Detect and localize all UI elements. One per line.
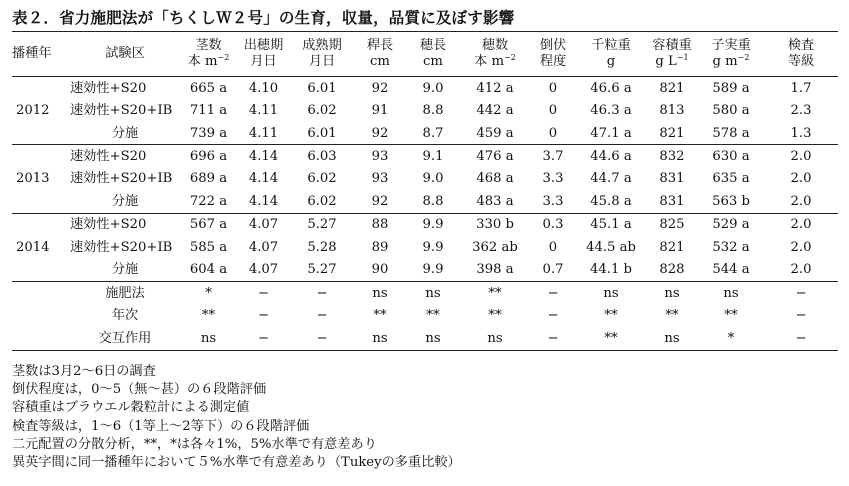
value-cell: 831 (646, 190, 698, 213)
value-cell: 4.14 (237, 190, 290, 213)
column-header (237, 32, 290, 77)
value-cell: 8.7 (406, 122, 460, 145)
significance-cell: − (237, 327, 290, 350)
column-header-label: 千粒重 (591, 37, 631, 53)
table-row (12, 145, 838, 168)
value-cell: 2.0 (790, 171, 812, 187)
significance-cell: − (257, 308, 270, 324)
column-header (576, 32, 646, 77)
significance-cell: ** (373, 308, 387, 324)
value-cell: 88 (371, 217, 389, 233)
column-header-unit-exponent: −2 (737, 53, 750, 62)
note-line: 二元配置の分散分析，**，*は各々1%，5%水準で有意差あり (12, 436, 377, 452)
value-cell: 0 (530, 122, 576, 145)
table-body (12, 77, 838, 351)
treatment-cell: 速効性+S20 (70, 80, 147, 96)
value-cell: 47.1 a (576, 122, 646, 145)
column-header-unit-text: 月日 (308, 54, 336, 69)
value-cell: 665 a (189, 80, 228, 96)
value-cell: 604 a (180, 259, 237, 282)
significance-cell: ns (425, 285, 441, 301)
table-row (12, 122, 838, 145)
treatment-cell: 速効性+S20+IB (70, 103, 173, 119)
note-line: 検査等級は，1〜6（1等上〜2等下）の６段階評価 (12, 418, 310, 434)
column-header (646, 32, 698, 77)
value-cell: 696 a (189, 148, 228, 164)
value-cell: 821 (659, 239, 685, 255)
value-cell: 722 a (180, 190, 237, 213)
table-row (12, 168, 838, 191)
value-cell: 4.11 (237, 122, 290, 145)
value-cell: 5.27 (290, 259, 354, 282)
value-cell: 44.1 b (576, 259, 646, 282)
value-cell: 9.0 (422, 80, 444, 96)
value-cell: 2.0 (764, 259, 838, 282)
column-header-unit-exponent: −2 (504, 53, 516, 62)
treatment-cell: 速効性+S20 (70, 217, 147, 233)
column-header-label: 成熟期 (302, 37, 342, 53)
significance-cell: * (205, 285, 212, 301)
value-cell: 45.8 a (576, 190, 646, 213)
treatment-cell: 速効性+S20+IB (70, 171, 173, 187)
value-cell: 4.07 (248, 239, 279, 255)
value-cell: 459 a (460, 122, 530, 145)
value-cell: 90 (354, 259, 406, 282)
column-header (290, 32, 354, 77)
value-cell: 6.02 (307, 171, 337, 187)
value-cell: 362 ab (472, 239, 518, 255)
column-header (354, 32, 406, 77)
value-cell: 8.8 (406, 190, 460, 213)
column-header-unit-text: 等級 (787, 54, 815, 69)
table-row (12, 259, 838, 282)
column-header-unit-text: g m (712, 54, 738, 69)
significance-cell: − (316, 308, 328, 324)
value-cell: 529 a (712, 217, 750, 233)
column-header-label: 穂数 (481, 37, 509, 53)
value-cell: 46.6 a (590, 80, 632, 96)
significance-cell: − (547, 308, 559, 324)
value-cell: 6.02 (307, 103, 337, 119)
value-cell: 442 a (476, 103, 514, 119)
significance-cell: − (257, 285, 270, 301)
column-header-label: 試験区 (105, 45, 145, 61)
column-header-unit (460, 54, 530, 71)
year-cell (12, 145, 70, 168)
column-header-unit (354, 54, 406, 71)
treatment-cell: 分施 (70, 190, 180, 213)
column-header-label: 子実重 (711, 37, 751, 53)
empty-cell (12, 282, 70, 305)
value-cell: 5.27 (307, 217, 337, 233)
year-cell: 2012 (16, 103, 50, 119)
significance-cell: ** (488, 308, 502, 324)
value-cell: 739 a (180, 122, 237, 145)
value-cell: 825 (659, 217, 685, 233)
column-header-unit-text: 月日 (250, 54, 277, 69)
value-cell: 2.3 (790, 103, 812, 119)
value-cell: 44.5 ab (586, 239, 636, 255)
value-cell: 630 a (712, 148, 750, 164)
column-header (406, 32, 460, 77)
column-header-unit-text: cm (423, 54, 443, 69)
column-header-label: 倒伏 (539, 37, 567, 53)
value-cell: 3.3 (542, 171, 564, 187)
value-cell: 93 (371, 148, 389, 164)
value-cell: 580 a (712, 103, 750, 119)
value-cell: 89 (371, 239, 389, 255)
note-line: 倒伏程度は，0〜5（無〜甚）の６段階評価 (12, 382, 267, 398)
table-row (12, 213, 838, 236)
significance-cell: − (290, 327, 354, 350)
table-title: 表２．省力施肥法が「ちくしＷ２号」の生育，収量，品質に及ぼす影響 (12, 9, 515, 27)
value-cell: 6.01 (290, 122, 354, 145)
column-header-unit-text: cm (370, 54, 390, 69)
significance-cell: − (530, 327, 576, 350)
treatment-cell: 分施 (70, 259, 180, 282)
value-cell: 1.3 (764, 122, 838, 145)
significance-cell: * (698, 327, 764, 350)
column-header-unit (646, 54, 698, 71)
value-cell: 3.7 (542, 148, 564, 164)
column-header-unit-exponent: −2 (217, 53, 230, 62)
column-header (70, 32, 180, 77)
significance-cell: ** (604, 308, 618, 324)
value-cell: 91 (371, 103, 389, 119)
value-cell: 711 a (189, 103, 228, 119)
value-cell: 2.0 (764, 190, 838, 213)
year-cell (12, 77, 70, 100)
value-cell: 45.1 a (590, 217, 632, 233)
value-cell: 9.0 (422, 171, 444, 187)
significance-cell: ns (603, 285, 619, 301)
value-cell: 46.3 a (590, 103, 632, 119)
column-header-unit-text: 程度 (539, 54, 567, 69)
year-cell (12, 190, 70, 213)
value-cell: 0 (548, 239, 558, 255)
value-cell: 813 (659, 103, 685, 119)
value-cell: 4.11 (248, 103, 279, 119)
note-line: 異英字間に同一播種年において５%水準で有意差あり（Tukeyの多重比較） (12, 455, 461, 471)
column-header-unit (530, 54, 576, 71)
anova-factor-cell: 交互作用 (70, 327, 180, 350)
significance-cell: ** (426, 308, 440, 324)
value-cell: 2.0 (790, 148, 812, 164)
value-cell: 4.14 (248, 148, 279, 164)
column-header-unit (406, 54, 460, 71)
year-cell: 2013 (16, 171, 50, 187)
year-cell (12, 259, 70, 282)
column-header-unit-exponent: −1 (676, 53, 689, 62)
value-cell: 0.3 (542, 217, 564, 233)
treatment-cell: 速効性+S20+IB (70, 239, 173, 255)
significance-cell: ns (180, 327, 237, 350)
value-cell: 6.03 (307, 148, 337, 164)
significance-cell: − (547, 285, 559, 301)
value-cell: 92 (354, 190, 406, 213)
column-header-label: 出穂期 (243, 37, 284, 53)
column-header-label: 穂長 (419, 37, 447, 53)
value-cell: 398 a (460, 259, 530, 282)
column-header-label: 検査 (787, 37, 815, 53)
year-cell: 2014 (16, 239, 50, 255)
value-cell: 578 a (698, 122, 764, 145)
anova-row (12, 327, 838, 350)
anova-factor-cell: 年次 (111, 308, 139, 324)
value-cell: 9.1 (422, 148, 444, 164)
results-table (12, 31, 838, 351)
column-header-unit (290, 54, 354, 71)
value-cell: 832 (659, 148, 685, 164)
column-header-unit-text: 本 m (187, 54, 218, 69)
table-row (12, 236, 838, 259)
value-cell: 4.14 (248, 171, 279, 187)
treatment-cell: 速効性+S20 (70, 148, 147, 164)
value-cell: 44.7 a (590, 171, 632, 187)
column-header-label: 容積重 (652, 37, 692, 53)
table-notes (12, 363, 461, 472)
value-cell: 5.28 (307, 239, 337, 255)
column-header (698, 32, 764, 77)
column-header-unit (698, 54, 764, 71)
empty-cell (12, 304, 70, 327)
significance-cell: ** (665, 308, 679, 324)
note-line: 茎数は3月2〜6日の調査 (12, 364, 156, 379)
significance-cell: − (764, 327, 838, 350)
treatment-cell: 分施 (70, 122, 180, 145)
column-header-label: 稈長 (366, 37, 394, 53)
value-cell: 476 a (476, 148, 514, 164)
value-cell: 468 a (476, 171, 514, 187)
significance-cell: ns (664, 285, 680, 301)
column-header-label: 茎数 (195, 37, 222, 53)
value-cell: 4.10 (248, 80, 279, 96)
value-cell: 4.07 (248, 217, 279, 233)
significance-cell: ns (354, 327, 406, 350)
table-row (12, 190, 838, 213)
value-cell: 9.9 (422, 239, 444, 255)
value-cell: 0 (548, 103, 558, 119)
value-cell: 330 b (476, 217, 514, 233)
column-header-unit-text: 本 m (474, 54, 505, 69)
value-cell: 6.02 (290, 190, 354, 213)
value-cell: 635 a (712, 171, 750, 187)
significance-cell: − (316, 285, 328, 301)
value-cell: 544 a (698, 259, 764, 282)
value-cell: 92 (354, 122, 406, 145)
significance-cell: ns (646, 327, 698, 350)
year-cell (12, 213, 70, 236)
column-header-unit (764, 54, 838, 71)
anova-factor-cell: 施肥法 (105, 285, 145, 301)
value-cell: 585 a (189, 239, 228, 255)
anova-row (12, 282, 838, 305)
column-header-unit (576, 54, 646, 71)
column-header-unit (180, 54, 237, 71)
value-cell: 4.07 (237, 259, 290, 282)
value-cell: 9.9 (422, 217, 444, 233)
column-header-unit (237, 54, 290, 71)
significance-cell: − (795, 308, 807, 324)
significance-cell: − (795, 285, 807, 301)
anova-row (12, 304, 838, 327)
value-cell: 821 (646, 122, 698, 145)
table-row (12, 77, 838, 100)
value-cell: 532 a (712, 239, 750, 255)
value-cell: 44.6 a (590, 148, 632, 164)
value-cell: 9.9 (406, 259, 460, 282)
value-cell: 412 a (476, 80, 514, 96)
significance-cell: ns (406, 327, 460, 350)
value-cell: 567 a (189, 217, 228, 233)
value-cell: 821 (659, 80, 685, 96)
column-header-unit-text: g L (655, 54, 677, 69)
value-cell: 8.8 (422, 103, 444, 119)
value-cell: 0.7 (530, 259, 576, 282)
header-row (12, 32, 838, 77)
significance-cell: ** (201, 308, 216, 324)
value-cell: 92 (371, 80, 389, 96)
value-cell: 6.01 (307, 80, 337, 96)
value-cell: 589 a (712, 80, 750, 96)
significance-cell: ns (372, 285, 388, 301)
value-cell: 483 a (460, 190, 530, 213)
significance-cell: ** (488, 285, 502, 301)
value-cell: 93 (371, 171, 389, 187)
column-header (764, 32, 838, 77)
value-cell: 2.0 (790, 239, 812, 255)
column-header (460, 32, 530, 77)
column-header (180, 32, 237, 77)
value-cell: 831 (659, 171, 685, 187)
significance-cell: ** (724, 308, 738, 324)
year-cell (12, 122, 70, 145)
column-header-unit-text: g (606, 54, 616, 69)
significance-cell: ns (723, 285, 739, 301)
significance-cell: ** (576, 327, 646, 350)
empty-cell (12, 327, 70, 350)
value-cell: 1.7 (790, 80, 812, 96)
value-cell: 563 b (698, 190, 764, 213)
column-header-label: 播種年 (12, 45, 52, 61)
table-row (12, 99, 838, 122)
value-cell: 2.0 (790, 217, 812, 233)
significance-cell: ns (460, 327, 530, 350)
value-cell: 828 (646, 259, 698, 282)
column-header (12, 32, 70, 77)
value-cell: 689 a (189, 171, 228, 187)
value-cell: 0 (548, 80, 558, 96)
value-cell: 3.3 (530, 190, 576, 213)
note-line: 容積重はブラウエル穀粒計による測定値 (12, 400, 250, 416)
column-header (530, 32, 576, 77)
